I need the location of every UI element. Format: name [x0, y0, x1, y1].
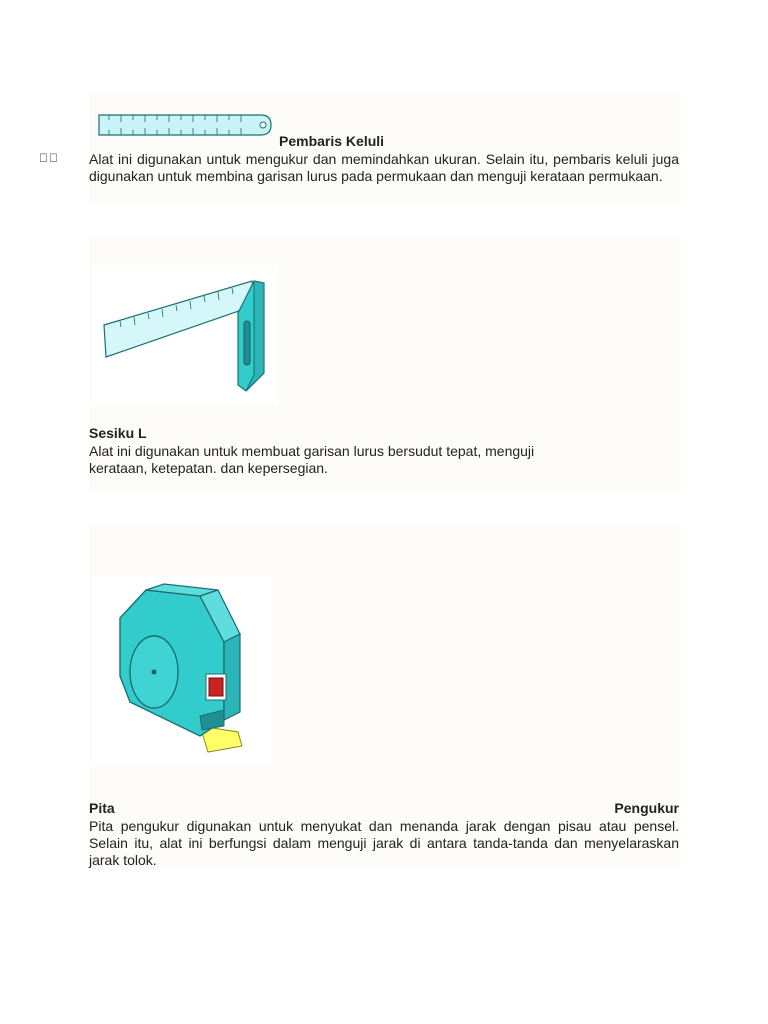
steel-ruler-illustration: [97, 112, 273, 140]
measuring-tape-illustration: [92, 576, 272, 766]
tool-section-steel-ruler: [89, 92, 680, 205]
measuring-tape-description: Pita pengukur digunakan untuk menyukat dan menanda jarak dengan pisau atau pensel. Selain itu, alat ini berfungsi dalam menguji jarak di antara tanda-tanda dan menyelaraskan jarak tolok.: [89, 818, 679, 868]
bullet-glyph: [39, 150, 59, 167]
steel-ruler-description: Alat ini digunakan untuk mengukur dan memindahkan ukuran. Selain itu, pembaris keluli juga digunakan untuk membina garisan lurus pada permukaan dan menguji kerataan permukaan.: [89, 151, 679, 184]
l-square-title: Sesiku L: [89, 425, 147, 441]
measuring-tape-title-word-2: Pengukur: [614, 800, 679, 816]
l-square-description: Alat ini digunakan untuk membuat garisan lurus bersudut tepat, menguji kerataan, ketepatan. dan kepersegian.: [89, 443, 535, 476]
steel-ruler-title: Pembaris Keluli: [279, 133, 385, 149]
measuring-tape-title-word-1: Pita: [89, 800, 115, 816]
l-square-illustration: [92, 265, 278, 405]
